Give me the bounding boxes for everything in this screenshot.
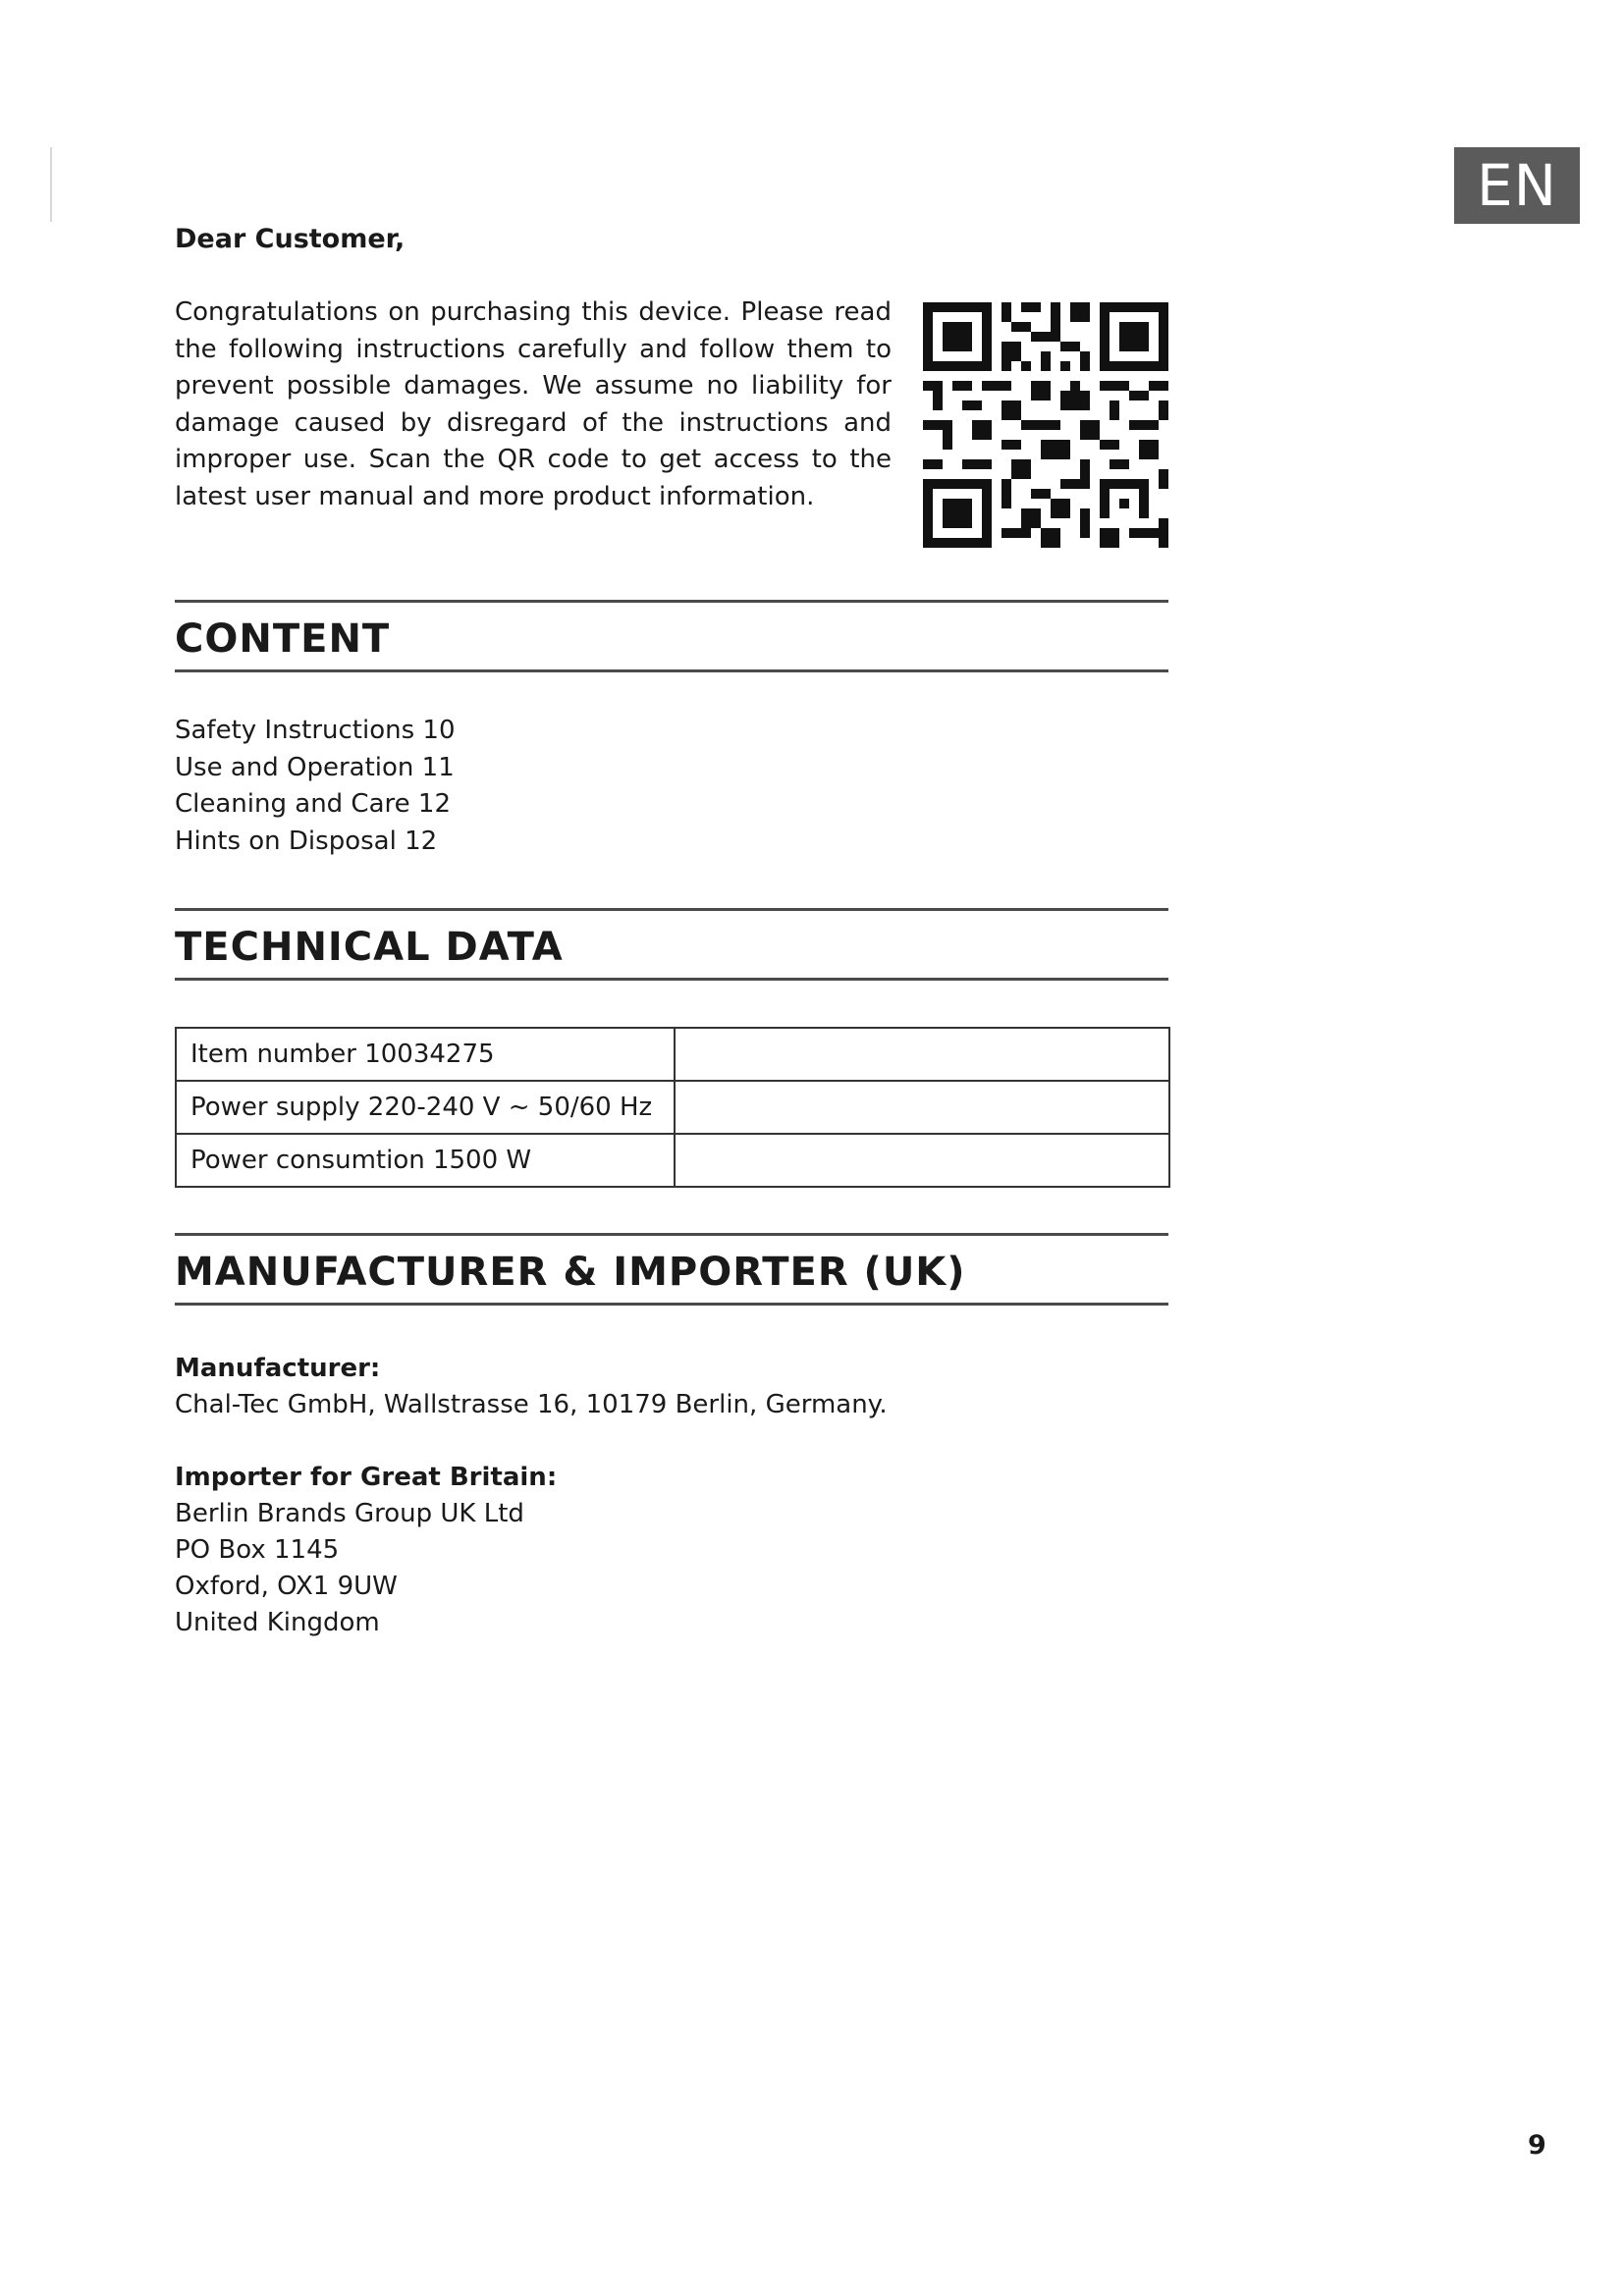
table-row <box>176 1134 1169 1187</box>
page-number: 9 <box>1528 2130 1546 2161</box>
spec-value <box>675 1028 1169 1081</box>
importer-block <box>175 1460 557 1641</box>
section-rule <box>175 1233 1168 1236</box>
spec-value <box>675 1134 1169 1187</box>
toc-item-cleaning[interactable]: Cleaning and Care 12 <box>175 789 451 819</box>
greeting: Dear Customer, <box>175 224 406 254</box>
manufacturer-block <box>175 1351 888 1423</box>
section-rule <box>175 1303 1168 1306</box>
intro-paragraph: Congratulations on purchasing this device. Please read the following instructions carefully and follow them to prevent possible damages. We assume no liability for damage caused by disregard of the instructions and improper use. Scan the QR code to get access to the latest user manual and more product information. <box>175 297 892 511</box>
manufacturer-section-title: MANUFACTURER & IMPORTER (UK) <box>175 1250 966 1295</box>
importer-line: PO Box 1145 <box>175 1535 340 1565</box>
table-row <box>176 1028 1169 1081</box>
table-row <box>176 1081 1169 1134</box>
table-of-contents <box>175 713 455 860</box>
manufacturer-address: Chal-Tec GmbH, Wallstrasse 16, 10179 Berlin, Germany. <box>175 1390 888 1419</box>
toc-item-disposal[interactable]: Hints on Disposal 12 <box>175 826 438 856</box>
importer-line: Oxford, OX1 9UW <box>175 1572 398 1601</box>
section-rule <box>175 908 1168 911</box>
manufacturer-heading: Manufacturer: <box>175 1354 381 1383</box>
toc-item-safety[interactable]: Safety Instructions 10 <box>175 716 456 745</box>
section-rule <box>175 978 1168 981</box>
importer-heading: Importer for Great Britain: <box>175 1463 558 1492</box>
qr-code[interactable] <box>923 302 1168 548</box>
page-edge-line <box>50 147 52 222</box>
importer-line: Berlin Brands Group UK Ltd <box>175 1499 524 1528</box>
technical-data-table <box>175 1027 1170 1188</box>
section-rule <box>175 669 1168 672</box>
spec-value <box>675 1081 1169 1134</box>
language-badge: EN <box>1454 147 1580 224</box>
importer-line: United Kingdom <box>175 1608 380 1637</box>
spec-label: Power consumtion 1500 W <box>176 1134 675 1187</box>
technical-data-title: TECHNICAL DATA <box>175 925 564 970</box>
section-rule <box>175 600 1168 603</box>
spec-label: Power supply 220-240 V ~ 50/60 Hz <box>176 1081 675 1134</box>
content-section-title: CONTENT <box>175 616 391 662</box>
toc-item-use[interactable]: Use and Operation 11 <box>175 752 455 782</box>
spec-label: Item number 10034275 <box>176 1028 675 1081</box>
